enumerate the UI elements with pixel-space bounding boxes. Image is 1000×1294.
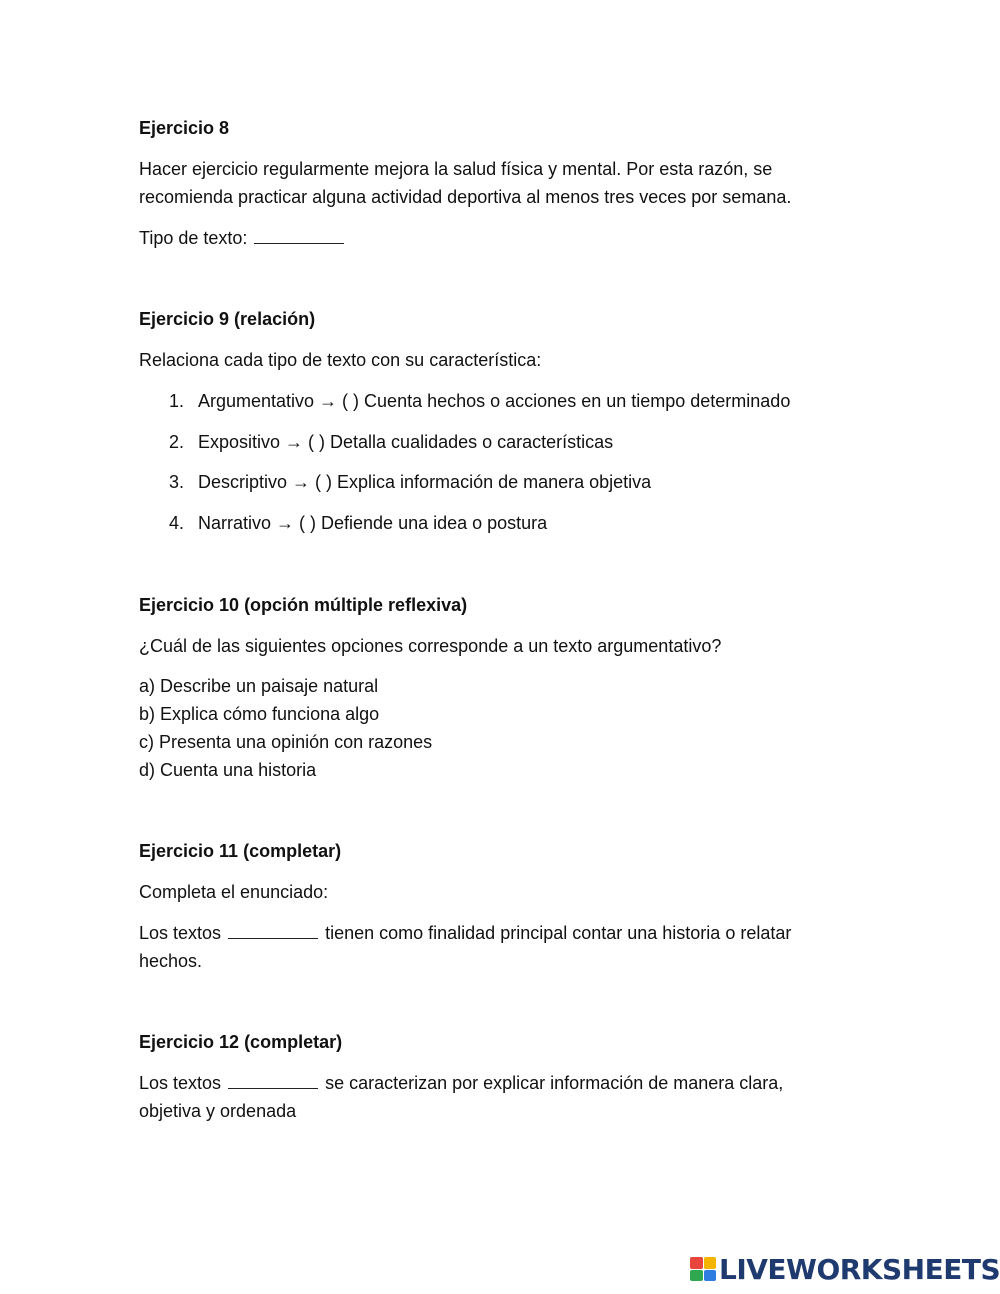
brand-name: LIVEWORKSHEETS — [719, 1252, 1000, 1286]
exercise-11-sentence — [139, 919, 859, 947]
liveworksheets-logo-icon — [690, 1257, 716, 1281]
exercise-10-title: Ejercicio 10 (opción múltiple reflexiva) — [139, 595, 468, 615]
option-c[interactable]: c) Presenta una opinión con razones — [139, 732, 433, 752]
sentence-end: tienen como finalidad principal contar una historia o relatar — [325, 923, 792, 943]
exercise-10-question: ¿Cuál de las siguientes opciones corresponde a un texto argumentativo? — [139, 636, 722, 656]
option-d[interactable]: d) Cuenta una historia — [139, 760, 317, 780]
sentence-end: se caracterizan por explicar información de manera clara, — [325, 1073, 784, 1093]
answer-label: Tipo de texto: — [139, 228, 248, 248]
item-text: Narrativo → ( ) Defiende una idea o postura — [198, 513, 548, 533]
exercise-9-title: Ejercicio 9 (relación) — [139, 309, 316, 329]
item-number: 1. — [169, 391, 185, 411]
list-item — [169, 428, 613, 456]
exercise-11-sentence-line-2: hechos. — [139, 951, 203, 971]
item-number: 3. — [169, 472, 185, 492]
sentence-start: Los textos — [139, 1073, 222, 1093]
list-item — [169, 468, 651, 496]
exercise-8-text-line-1: Hacer ejercicio regularmente mejora la salud física y mental. Por esta razón, se — [139, 159, 773, 179]
item-text: Descriptivo → ( ) Explica información de manera objetiva — [198, 472, 652, 492]
exercise-9-prompt: Relaciona cada tipo de texto con su característica: — [139, 350, 542, 370]
exercise-8-title: Ejercicio 8 — [139, 118, 230, 138]
liveworksheets-logo — [690, 1253, 1000, 1285]
exercise-8-text-line-2: recomienda practicar alguna actividad deportiva al menos tres veces por semana. — [139, 187, 792, 207]
option-a[interactable]: a) Describe un paisaje natural — [139, 676, 379, 696]
exercise-12-sentence-line-2: objetiva y ordenada — [139, 1101, 297, 1121]
exercise-12-title: Ejercicio 12 (completar) — [139, 1032, 343, 1052]
item-text: Expositivo → ( ) Detalla cualidades o características — [198, 432, 614, 452]
list-item — [169, 387, 790, 415]
sentence-start: Los textos — [139, 923, 222, 943]
exercise-11-title: Ejercicio 11 (completar) — [139, 841, 342, 861]
option-b[interactable]: b) Explica cómo funciona algo — [139, 704, 380, 724]
item-text: Argumentativo → ( ) Cuenta hechos o acciones en un tiempo determinado — [198, 391, 791, 411]
item-number: 2. — [169, 432, 185, 452]
answer-blank[interactable] — [254, 227, 344, 244]
exercise-11-prompt: Completa el enunciado: — [139, 882, 329, 902]
list-item — [169, 509, 547, 537]
exercise-10-options — [139, 672, 859, 784]
exercise-12-sentence — [139, 1069, 859, 1097]
answer-blank[interactable] — [228, 922, 318, 939]
exercise-8-answer — [139, 224, 859, 252]
answer-blank[interactable] — [228, 1072, 318, 1089]
item-number: 4. — [169, 513, 185, 533]
